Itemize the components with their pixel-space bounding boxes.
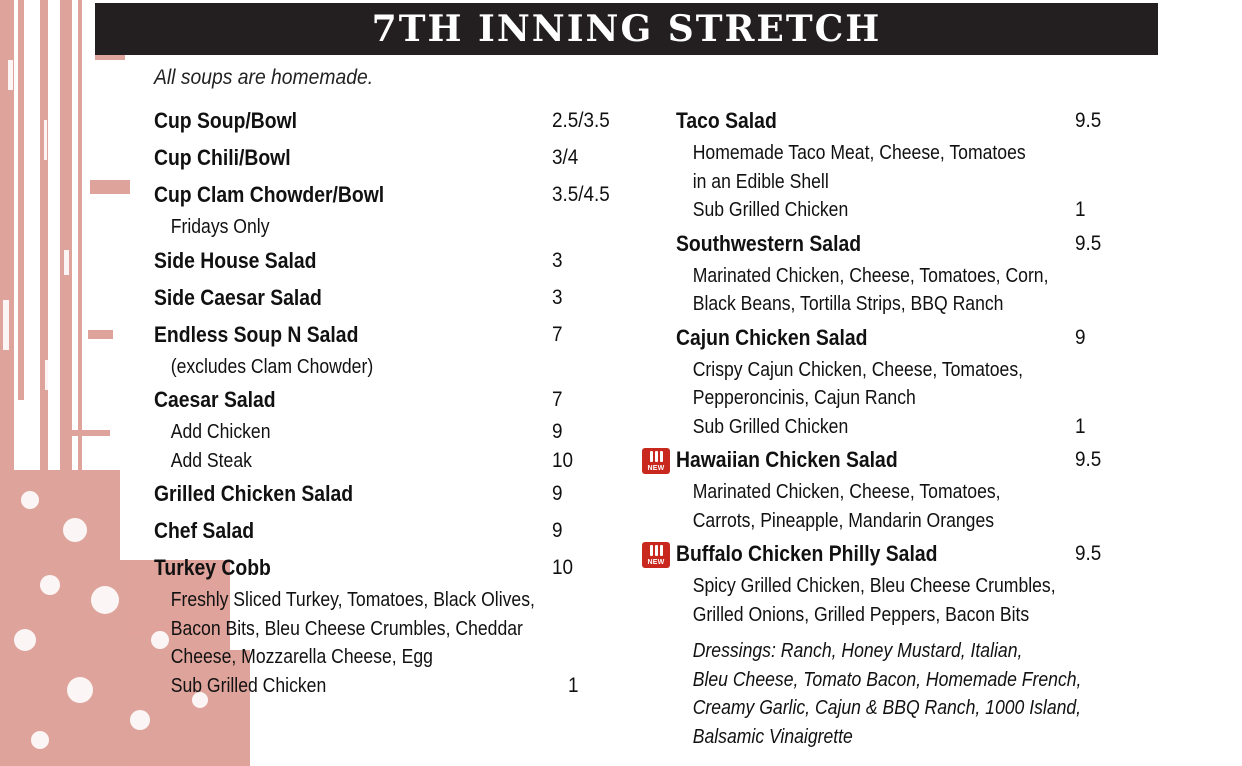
menu-item-detail-row xyxy=(676,413,1116,442)
menu-item xyxy=(154,176,624,242)
menu-item-price: 9 xyxy=(1075,325,1086,349)
menu-item xyxy=(154,279,624,316)
menu-item-price: 10 xyxy=(552,556,574,579)
menu-item-detail: Homemade Taco Meat, Cheese, Tomatoes xyxy=(692,142,1026,164)
menu-item-price: 7 xyxy=(552,388,563,411)
section-title: 7TH INNING STRETCH xyxy=(371,8,882,50)
menu-item-detail-row xyxy=(154,643,624,672)
menu-item-detail: Carrots, Pineapple, Mandarin Oranges xyxy=(692,509,995,532)
menu-item-detail-price: 1 xyxy=(568,673,579,697)
menu-item-row xyxy=(154,139,624,176)
menu-item-detail-row xyxy=(676,478,1116,507)
menu-item-detail-price: 1 xyxy=(1075,198,1086,221)
menu-item-row xyxy=(154,475,624,512)
menu-item-detail-row xyxy=(154,672,624,701)
menu-item-detail-row xyxy=(676,384,1116,413)
section-banner xyxy=(95,3,1158,55)
new-badge-icon xyxy=(642,542,670,568)
dressings-line: Creamy Garlic, Cajun & BBQ Ranch, 1000 Island, xyxy=(692,697,1082,719)
menu-item-detail-row xyxy=(676,168,1116,197)
menu-item-detail-row xyxy=(676,507,1116,536)
menu-item-row xyxy=(154,381,624,418)
menu-item-detail: Add Steak xyxy=(170,449,252,472)
menu-item-detail-row xyxy=(676,601,1116,630)
menu-item-detail-row xyxy=(154,418,624,447)
menu-item-price: 9.5 xyxy=(1075,448,1102,471)
menu-item xyxy=(154,512,624,549)
intro-note: All soups are homemade. xyxy=(154,66,374,89)
menu-item-row xyxy=(647,441,1116,478)
menu-item-name: Side Caesar Salad xyxy=(154,284,322,310)
menu-item-row xyxy=(676,319,1116,356)
menu-item-detail: Cheese, Mozzarella Cheese, Egg xyxy=(170,646,433,668)
menu-item-detail: Grilled Onions, Grilled Peppers, Bacon Bits xyxy=(692,603,1030,626)
menu-item-detail: Sub Grilled Chicken xyxy=(692,415,849,438)
menu-item-name: Buffalo Chicken Philly Salad xyxy=(676,541,938,566)
menu-item-name: Taco Salad xyxy=(676,108,777,133)
dressings-line: Balsamic Vinaigrette xyxy=(692,725,853,748)
menu-item-detail: Spicy Grilled Chicken, Bleu Cheese Crumbles, xyxy=(692,575,1056,597)
menu-item-detail-row xyxy=(676,196,1116,225)
menu-item-detail-row xyxy=(676,262,1116,291)
menu-item xyxy=(154,316,624,382)
new-badge-icon xyxy=(642,448,670,474)
menu-item-row xyxy=(154,242,624,279)
menu-item-price: 2.5/3.5 xyxy=(552,109,610,132)
menu-item xyxy=(154,475,624,512)
dressings-note xyxy=(676,637,1082,751)
menu-item-detail-row xyxy=(154,615,624,644)
menu-item-detail: (excludes Clam Chowder) xyxy=(170,355,374,378)
menu-item-name: Turkey Cobb xyxy=(154,555,271,580)
menu-item xyxy=(647,535,1116,629)
menu-item-detail: Crispy Cajun Chicken, Cheese, Tomatoes, xyxy=(692,358,1024,381)
menu-item-price: 9.5 xyxy=(1075,109,1102,132)
menu-item xyxy=(647,441,1116,535)
new-badge-label: NEW xyxy=(647,465,665,472)
menu-item-name: Endless Soup N Salad xyxy=(154,321,359,347)
menu-item xyxy=(676,319,1116,442)
menu-item-detail-price: 10 xyxy=(552,448,574,472)
menu-item-price: 3.5/4.5 xyxy=(552,183,610,206)
menu-item-name: Cup Chili/Bowl xyxy=(154,145,291,170)
menu-item-name: Hawaiian Chicken Salad xyxy=(676,447,898,472)
menu-item-name: Cup Clam Chowder/Bowl xyxy=(154,182,385,207)
menu-item xyxy=(676,102,1116,225)
menu-item-detail: Black Beans, Tortilla Strips, BBQ Ranch xyxy=(692,293,1004,315)
menu-item-row xyxy=(154,279,624,316)
menu-column-left xyxy=(154,102,624,700)
menu-item-detail: Sub Grilled Chicken xyxy=(692,199,849,221)
menu-item-detail: Marinated Chicken, Cheese, Tomatoes, xyxy=(692,481,1001,503)
menu-item-detail-row xyxy=(676,356,1116,385)
menu-item-detail-row xyxy=(154,586,624,615)
menu-item-detail-row xyxy=(154,213,624,242)
menu-item-detail: Sub Grilled Chicken xyxy=(170,674,327,697)
menu-item-detail-row xyxy=(154,353,624,382)
menu-item-detail-price: 1 xyxy=(1075,414,1086,438)
menu-item xyxy=(154,242,624,279)
menu-item-name: Southwestern Salad xyxy=(676,230,862,256)
menu-item xyxy=(154,139,624,176)
menu-item-price: 9 xyxy=(552,519,563,542)
menu-item-name: Caesar Salad xyxy=(154,387,276,412)
menu-item-row xyxy=(676,102,1116,139)
menu-item-row xyxy=(154,512,624,549)
menu-item-price: 9 xyxy=(552,482,563,505)
menu-item-price: 3 xyxy=(552,248,563,272)
dressings-line: Bleu Cheese, Tomato Bacon, Homemade French, xyxy=(692,668,1082,691)
menu-item-price: 3/4 xyxy=(552,146,579,169)
menu-item xyxy=(154,549,624,700)
menu-item-detail: Marinated Chicken, Cheese, Tomatoes, Corn, xyxy=(692,264,1049,287)
new-badge-label: NEW xyxy=(647,559,665,566)
dressings-line: Dressings: Ranch, Honey Mustard, Italian, xyxy=(692,640,1023,662)
menu-item-detail: Fridays Only xyxy=(170,216,270,238)
menu-item-detail-row xyxy=(676,572,1116,601)
menu-item-price: 9.5 xyxy=(1075,231,1102,255)
menu-item xyxy=(154,381,624,475)
menu-item-row xyxy=(154,176,624,213)
menu-item-name: Chef Salad xyxy=(154,518,255,543)
menu-item-detail: Add Chicken xyxy=(170,421,271,443)
menu-item-name: Side House Salad xyxy=(154,247,317,273)
menu-item-detail: Freshly Sliced Turkey, Tomatoes, Black Olives, xyxy=(170,589,535,611)
menu-column-right xyxy=(647,102,1116,751)
menu-item-row xyxy=(647,535,1116,572)
menu-item-detail-price: 9 xyxy=(552,420,563,443)
menu-item-price: 7 xyxy=(552,322,563,346)
menu-item-name: Cup Soup/Bowl xyxy=(154,108,298,133)
menu-item-detail-row xyxy=(676,139,1116,168)
menu-item-row xyxy=(154,316,624,353)
menu-item-price: 3 xyxy=(552,285,563,309)
menu-item xyxy=(154,102,624,139)
menu-item-name: Grilled Chicken Salad xyxy=(154,481,354,506)
menu-item xyxy=(676,225,1116,319)
menu-item-detail-row xyxy=(676,290,1116,319)
menu-item-row xyxy=(154,549,624,586)
menu-item-detail: Pepperoncinis, Cajun Ranch xyxy=(692,387,916,409)
menu-item-price: 9.5 xyxy=(1075,542,1102,565)
menu-item-row xyxy=(154,102,624,139)
menu-item-detail: Bacon Bits, Bleu Cheese Crumbles, Cheddar xyxy=(170,617,523,640)
menu-item-row xyxy=(676,225,1116,262)
menu-item-name: Cajun Chicken Salad xyxy=(676,324,868,350)
menu-item-detail: in an Edible Shell xyxy=(692,170,829,193)
menu-item-detail-row xyxy=(154,447,624,476)
